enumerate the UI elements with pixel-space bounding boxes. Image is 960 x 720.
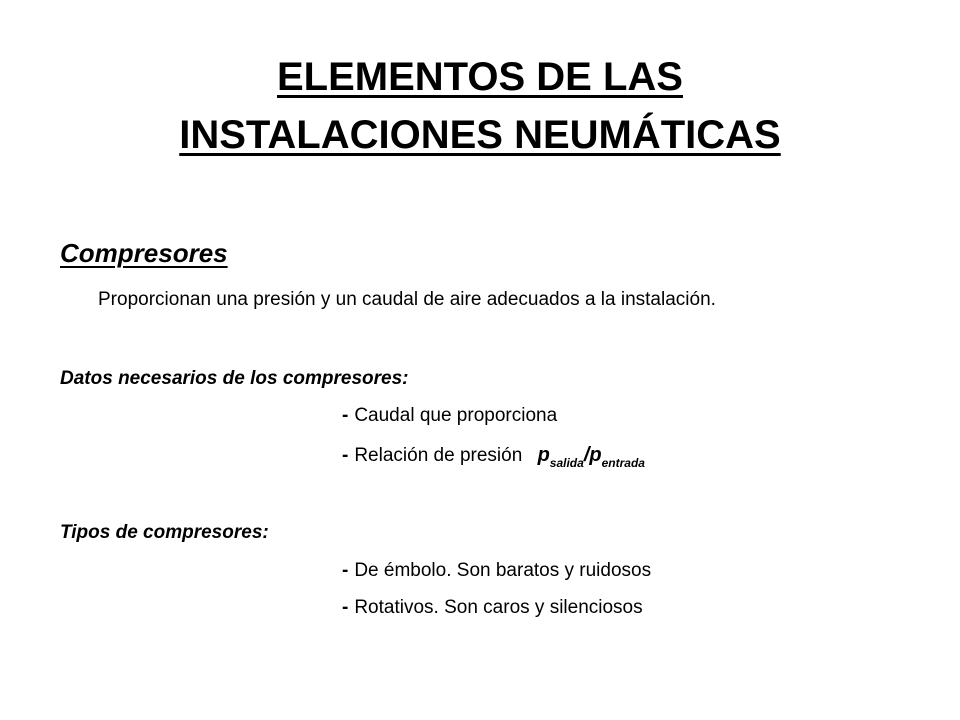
pressure-ratio-formula [537, 444, 645, 470]
tipos-item-embolo [342, 560, 651, 582]
title-line-1: ELEMENTOS DE LAS [277, 55, 683, 99]
tipos-item-embolo-text: De émbolo. Son baratos y ruidosos [354, 560, 652, 581]
intro-text: Proporcionan una presión y un caudal de aire adecuados a la instalación. [98, 289, 716, 310]
list-dash: - [342, 560, 349, 581]
datos-item-caudal [342, 405, 557, 427]
tipos-label: Tipos de compresores: [60, 522, 269, 543]
list-dash: - [342, 445, 349, 466]
title-line-2: INSTALACIONES NEUMÁTICAS [179, 113, 781, 157]
tipos-item-rotativos [342, 597, 643, 619]
formula-sub-entrada: entrada [601, 456, 645, 470]
formula-slash: / [583, 444, 590, 466]
list-dash: - [342, 405, 349, 426]
datos-item-caudal-text: Caudal que proporciona [354, 405, 558, 426]
formula-sub-salida: salida [549, 456, 584, 470]
formula-p-out: p [537, 444, 550, 466]
list-dash: - [342, 597, 349, 618]
datos-label: Datos necesarios de los compresores: [60, 368, 409, 389]
slide-title [60, 48, 900, 164]
datos-item-relacion [342, 444, 645, 470]
formula-p-in: p [589, 444, 602, 466]
datos-item-relacion-text: Relación de presión [354, 445, 523, 466]
section-heading: Compresores [60, 238, 228, 268]
tipos-item-rotativos-text: Rotativos. Son caros y silenciosos [354, 597, 643, 618]
